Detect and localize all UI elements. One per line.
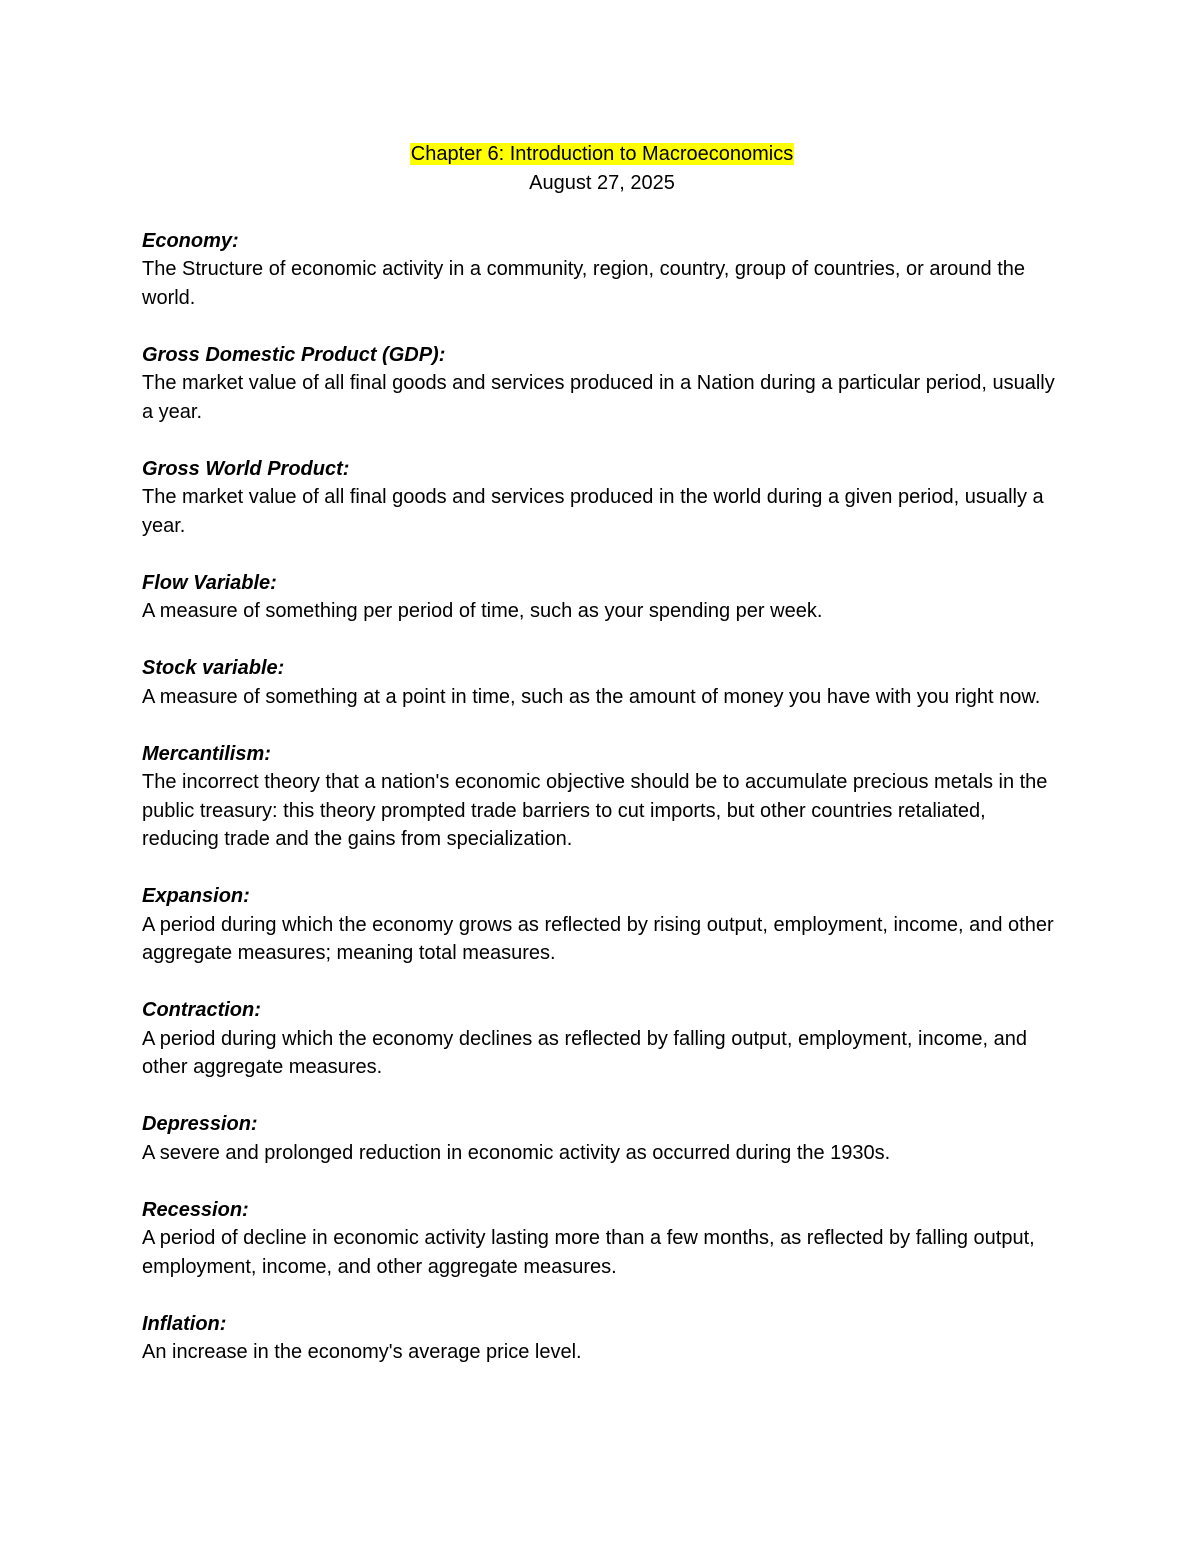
term-heading: Recession: (142, 1198, 249, 1221)
term-heading: Gross World Product: (142, 457, 350, 480)
term-heading: Gross Domestic Product (GDP): (142, 343, 446, 366)
document-header (142, 140, 1062, 198)
term-block-inflation (142, 1310, 1062, 1367)
term-heading: Flow Variable: (142, 571, 277, 594)
term-block-economy (142, 227, 1062, 313)
term-block-gdp (142, 341, 1062, 427)
term-definition: The market value of all final goods and services produced in a Nation during a particular period, usually a year. (142, 372, 1055, 423)
term-definition: A period of decline in economic activity lasting more than a few months, as reflected by falling output, employment, income, and other aggregate measures. (142, 1227, 1035, 1278)
term-definition: An increase in the economy's average price level. (142, 1341, 582, 1363)
term-block-contraction (142, 996, 1062, 1082)
term-definition: The market value of all final goods and services produced in the world during a given period, usually a year. (142, 486, 1044, 537)
document-date: August 27, 2025 (529, 172, 675, 194)
term-block-expansion (142, 882, 1062, 968)
term-block-recession (142, 1196, 1062, 1282)
term-heading: Inflation: (142, 1312, 227, 1335)
term-block-stock-variable (142, 654, 1062, 711)
term-block-depression (142, 1110, 1062, 1167)
term-heading: Economy: (142, 229, 239, 252)
term-definition: The incorrect theory that a nation's economic objective should be to accumulate precious metals in the public treasury: this theory prompted trade barriers to cut imports, but other countries retaliated, reducing trade and the gains from specialization. (142, 771, 1048, 850)
term-block-mercantilism (142, 740, 1062, 854)
term-definition: A period during which the economy declines as reflected by falling output, employment, income, and other aggregate measures. (142, 1027, 1027, 1078)
document-title: Chapter 6: Introduction to Macroeconomics (410, 143, 794, 165)
document-page (142, 140, 1062, 1367)
term-definition: A severe and prolonged reduction in economic activity as occurred during the 1930s. (142, 1141, 891, 1164)
term-heading: Contraction: (142, 999, 261, 1021)
term-definition: The Structure of economic activity in a community, region, country, group of countries, or around the world. (142, 258, 1026, 309)
term-heading: Expansion: (142, 885, 250, 907)
term-heading: Depression: (142, 1113, 258, 1135)
term-heading: Mercantilism: (142, 742, 271, 765)
term-block-gross-world-product (142, 455, 1062, 541)
term-definition: A measure of something at a point in time, such as the amount of money you have with you right now. (142, 685, 1041, 708)
term-definition: A period during which the economy grows as reflected by rising output, employment, income, and other aggregate measures; meaning total measures. (142, 913, 1054, 964)
term-block-flow-variable (142, 569, 1062, 626)
term-definition: A measure of something per period of time, such as your spending per week. (142, 600, 823, 622)
term-heading: Stock variable: (142, 657, 285, 679)
